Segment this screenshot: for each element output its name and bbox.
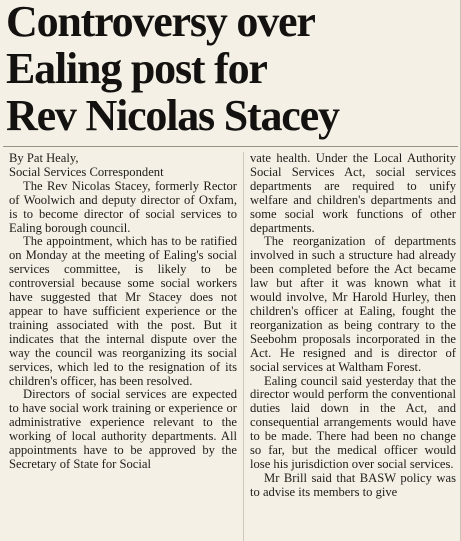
- paragraph: The appointment, which has to be ratified on Monday at the meeting of Ealing's social services committee, is likely to be controversial because some social workers have suggested that Mr Stacey does not appear to have sufficient experience or the training associated with the post. But it indicates that the internal dispute over the way the council was reorganizing its social services, which led to the resignation of its children's officer, has been resolved.: [9, 234, 237, 388]
- article-column-right: [250, 152, 456, 500]
- byline-author: By Pat Healy,: [9, 151, 79, 165]
- byline-role: Social Services Correspondent: [9, 164, 164, 179]
- headline-line-1: Controversy over: [6, 0, 315, 46]
- article-column-left: [9, 152, 237, 472]
- paragraph: Directors of social services are expected to have social work training or experience or administrative experience relevant to the working of local authority departments. All appointments have to be approved by the Secretary of State for Social: [9, 387, 237, 471]
- paragraph: Ealing council said yesterday that the director would perform the conventional duties laid down in the Act, and consequential arrangements would have to be made. There had been no change so far, but the medical officer would lose his jurisdiction over social services.: [250, 373, 456, 471]
- headline-line-3: Rev Nicolas Stacey: [6, 91, 339, 140]
- paragraph: The reorganization of departments involved in such a structure had already been completed before the Act became law but after it was known what it would involve, Mr Harold Hurley, then children's officer at Ealing, fought the reorganization as being contrary to the Seebohm proposals incorporated in the Act. He resigned and is director of social services at Waltham Forest.: [250, 234, 456, 374]
- column-divider: [243, 152, 244, 541]
- headline: [6, 0, 458, 139]
- headline-rule: [3, 146, 458, 147]
- paragraph: The Rev Nicolas Stacey, formerly Rector of Woolwich and deputy director of Oxfam, is to become director of social services to Ealing borough council.: [9, 178, 237, 235]
- paragraph: vate health. Under the Local Authority Social Services Act, social services departments are required to unify welfare and children's departments and some social work functions of other departments.: [250, 151, 456, 235]
- paragraph: Mr Brill said that BASW policy was to advise its members to give: [250, 470, 456, 499]
- headline-line-2: Ealing post for: [6, 44, 267, 93]
